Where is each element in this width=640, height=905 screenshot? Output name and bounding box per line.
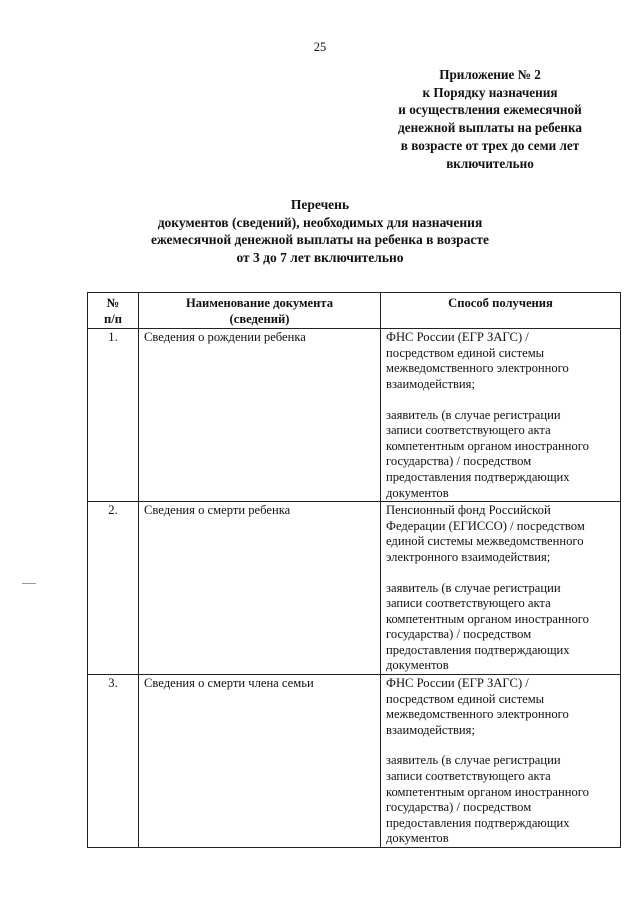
appendix-line: включительно <box>446 155 534 171</box>
document-name: Сведения о рождении ребенка <box>139 329 381 502</box>
margin-mark <box>22 583 36 584</box>
table-row <box>88 502 621 675</box>
title-line: Перечень <box>290 197 350 212</box>
method-option: заявитель (в случае регистрации записи соответствующего акта компетентным органом иностранного государства) / посредством предоставления подтверждающих документов <box>386 407 589 500</box>
document-title <box>100 196 540 266</box>
row-number: 3. <box>88 675 139 848</box>
row-number: 2. <box>88 502 139 675</box>
method-option: Пенсионный фонд Российской Федерации (ЕГИССО) / посредством единой системы межведомственного электронного взаимодействия; <box>386 503 585 564</box>
appendix-line: денежной выплаты на ребенка <box>398 120 582 136</box>
method-option: заявитель (в случае регистрации записи соответствующего акта компетентным органом иностранного государства) / посредством предоставления подтверждающих документов <box>386 580 589 673</box>
title-line: от 3 до 7 лет включительно <box>236 249 404 265</box>
page-number: 25 <box>313 40 327 54</box>
method-option: ФНС России (ЕГР ЗАГС) / посредством единой системы межведомственного электронного взаимодействия; <box>386 330 569 391</box>
appendix-line: в возрасте от трех до семи лет <box>400 137 580 153</box>
table-row <box>88 675 621 848</box>
document-name: Сведения о смерти ребенка <box>139 502 381 675</box>
title-line: документов (сведений), необходимых для назначения <box>157 214 483 230</box>
method-cell <box>381 502 621 675</box>
appendix-line: Приложение № 2 <box>439 67 541 82</box>
method-cell <box>381 675 621 848</box>
header-number: № п/п <box>88 293 139 329</box>
appendix-header <box>370 66 610 172</box>
documents-table <box>87 292 621 848</box>
header-document-name: Наименование документа (сведений) <box>139 293 381 329</box>
document-name: Сведения о смерти члена семьи <box>139 675 381 848</box>
method-option: ФНС России (ЕГР ЗАГС) / посредством единой системы межведомственного электронного взаимодействия; <box>386 676 569 737</box>
appendix-line: к Порядку назначения <box>422 84 558 100</box>
table-header-row <box>88 293 621 329</box>
header-method: Способ получения <box>381 293 621 329</box>
row-number: 1. <box>88 329 139 502</box>
appendix-line: и осуществления ежемесячной <box>398 102 582 118</box>
method-option: заявитель (в случае регистрации записи соответствующего акта компетентным органом иностранного государства) / посредством предоставления подтверждающих документов <box>386 753 589 846</box>
table-row <box>88 329 621 502</box>
title-line: ежемесячной денежной выплаты на ребенка в возрасте <box>150 232 490 247</box>
method-cell <box>381 329 621 502</box>
